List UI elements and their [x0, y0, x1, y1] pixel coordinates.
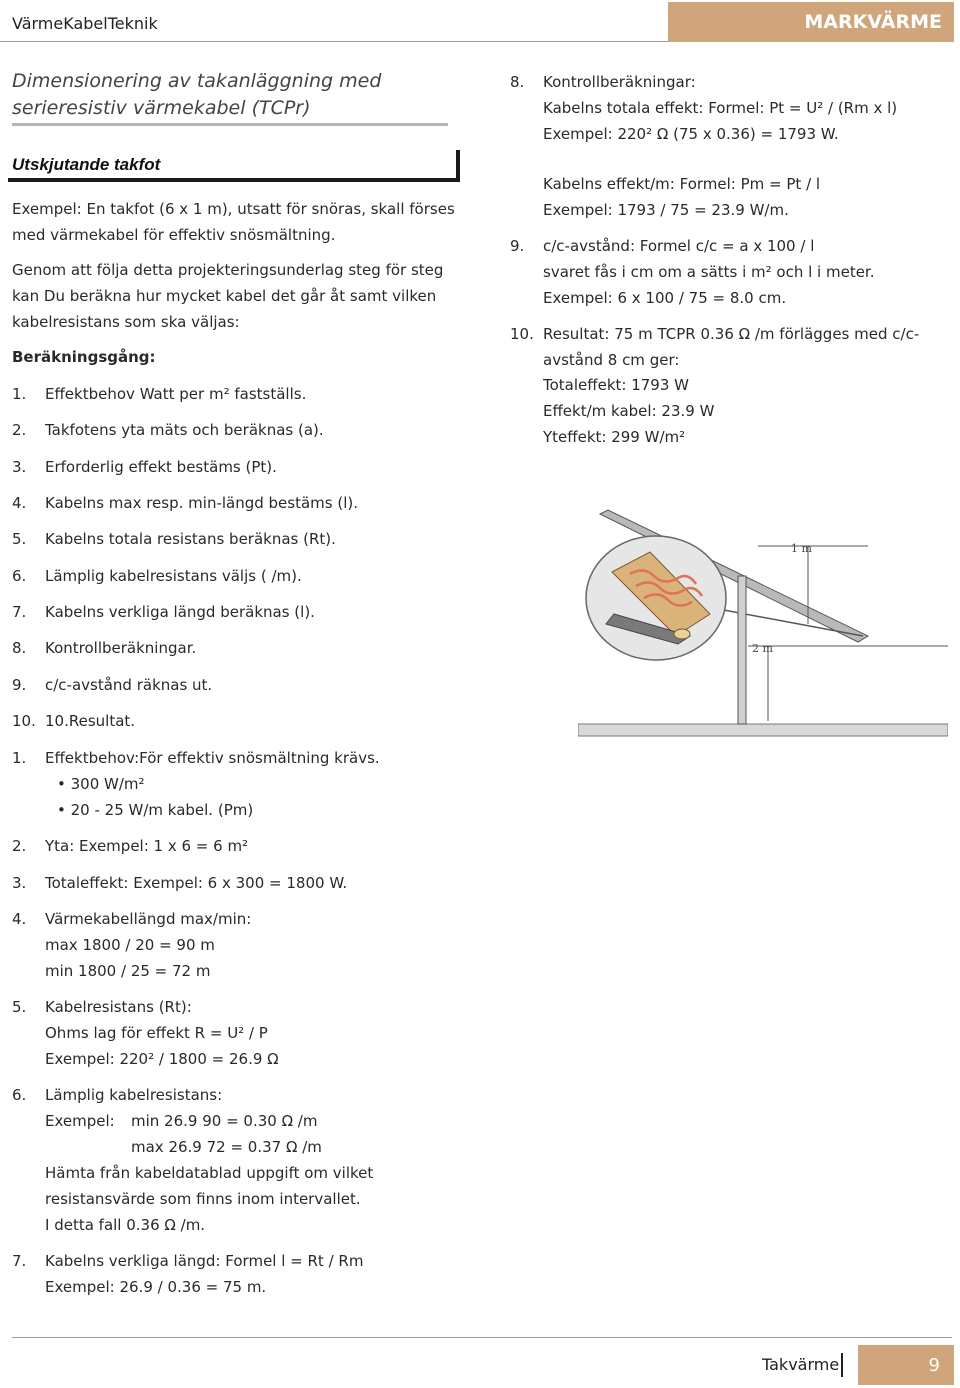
item-text: svaret fås i cm om a sätts i m² och l i meter. [543, 263, 875, 281]
item-text: resistansvärde som finns inom intervallet. [45, 1190, 361, 1208]
item-text: Lämplig kabelresistans: [45, 1086, 223, 1104]
calc-heading: Beräkningsgång: [12, 348, 156, 366]
dim-label-width: 1 m [791, 542, 812, 555]
item-text: Takfotens yta mäts och beräknas (a). [45, 421, 324, 439]
item-text: Erforderlig effekt bestäms (Pt). [45, 458, 277, 476]
item-number: 8. [12, 639, 27, 657]
right-column [510, 69, 950, 459]
item-text: I detta fall 0.36 Ω /m. [45, 1216, 206, 1234]
item-text: Kabelns effekt/m: Formel: Pm = Pt / l [543, 175, 821, 193]
item-text: Kontrollberäkningar. [45, 639, 197, 657]
item-text: Totaleffekt: Exempel: 6 x 300 = 1800 W. [45, 874, 348, 892]
item-text: c/c-avstånd räknas ut. [45, 676, 213, 694]
item-text: 10.Resultat. [45, 712, 136, 730]
intro-paragraph-1 [12, 196, 462, 248]
item-text: Exempel: 6 x 100 / 75 = 8.0 cm. [543, 289, 787, 307]
intro-p2-line2: kan Du beräkna hur mycket kabel det går åt samt vilken [12, 287, 437, 305]
item-text: Exempel: 1793 / 75 = 23.9 W/m. [543, 201, 789, 219]
item-text: Kabelns totala effekt: Formel: Pt = U² / (Rm x l) [543, 99, 898, 117]
detail-section [12, 745, 462, 1305]
intro-p1-line2: med värmekabel för effektiv snösmältning. [12, 226, 336, 244]
item-text: avstånd 8 cm ger: [543, 351, 680, 369]
footer-divider [12, 1337, 952, 1338]
item-text: Exempel: 220² Ω (75 x 0.36) = 1793 W. [543, 125, 839, 143]
item-text: Exempel: 26.9 / 0.36 = 75 m. [45, 1278, 267, 1296]
item-text: Yta: Exempel: 1 x 6 = 6 m² [45, 837, 249, 855]
item-text: min 1800 / 25 = 72 m [45, 962, 211, 980]
item-text: Kabelresistans (Rt): [45, 998, 192, 1016]
intro-p2-line1: Genom att följa detta projekteringsunderlag steg för steg [12, 261, 444, 279]
item-number: 2. [12, 837, 27, 855]
footer-separator [841, 1353, 843, 1377]
item-text: Kabelns max resp. min-längd bestäms (l). [45, 494, 359, 512]
dim-label-height: 2 m [752, 642, 773, 655]
section-bar-right [456, 150, 460, 182]
item-text: Värmekabellängd max/min: [45, 910, 252, 928]
item-number: 4. [12, 494, 27, 512]
item-text: max 26.9 72 = 0.37 Ω /m [131, 1138, 322, 1156]
item-text: max 1800 / 20 = 90 m [45, 936, 215, 954]
item-number: 1. [12, 749, 27, 767]
item-number: 5. [12, 998, 27, 1016]
item-text: Kabelns totala resistans beräknas (Rt). [45, 530, 336, 548]
section-heading-box [8, 150, 458, 182]
intro-p2-line3: kabelresistans som ska väljas: [12, 313, 240, 331]
item-text: Effektbehov:För effektiv snösmältning krävs. [45, 749, 380, 767]
item-text: Resultat: 75 m TCPR 0.36 Ω /m förlägges med c/c- [543, 325, 920, 343]
item-text: Totaleffekt: 1793 W [543, 376, 689, 394]
item-text: Exempel: 220² / 1800 = 26.9 Ω [45, 1050, 279, 1068]
item-text: Kontrollberäkningar: [543, 73, 696, 91]
gutter-cap [674, 629, 690, 639]
title-line-2: serieresistiv värmekabel (TCPr) [12, 97, 311, 119]
item-number: 4. [12, 910, 27, 928]
item-text: Kabelns verkliga längd: Formel l = Rt / Rm [45, 1252, 364, 1270]
wall-post [738, 576, 746, 724]
item-number: 3. [12, 458, 27, 476]
item-number: 7. [12, 1252, 27, 1270]
item-text: min 26.9 90 = 0.30 Ω /m [131, 1112, 318, 1130]
item-number: 10. [12, 712, 36, 730]
header-divider [0, 41, 668, 42]
steps-list [12, 381, 462, 741]
section-title: Utskjutande takfot [12, 155, 161, 174]
document-title [12, 68, 452, 122]
item-text: Kabelns verkliga längd beräknas (l). [45, 603, 315, 621]
page-number: 9 [858, 1345, 954, 1385]
item-text: Effekt/m kabel: 23.9 W [543, 402, 715, 420]
item-text: Effektbehov Watt per m² fastställs. [45, 385, 307, 403]
item-number: 1. [12, 385, 27, 403]
item-number: 7. [12, 603, 27, 621]
item-text: Lämplig kabelresistans väljs ( /m). [45, 567, 302, 585]
item-number: 5. [12, 530, 27, 548]
brand-name: VärmeKabelTeknik [12, 14, 158, 33]
intro-p1-line1: Exempel: En takfot (6 x 1 m), utsatt för snöras, skall förses [12, 200, 455, 218]
footer-section-label: Takvärme [762, 1355, 840, 1374]
title-line-1: Dimensionering av takanläggning med [12, 70, 382, 92]
item-number: 2. [12, 421, 27, 439]
item-text: Yteffekt: 299 W/m² [543, 428, 686, 446]
item-number: 9. [510, 237, 525, 255]
roof-eave-illustration [578, 506, 948, 742]
section-bar-bottom [8, 178, 460, 182]
item-number: 6. [12, 1086, 27, 1104]
item-number: 10. [510, 325, 534, 343]
item-number: 8. [510, 73, 525, 91]
title-underline [12, 123, 448, 126]
item-number: 6. [12, 567, 27, 585]
category-tag: MARKVÄRME [668, 2, 954, 42]
item-text: • 20 - 25 W/m kabel. (Pm) [57, 801, 254, 819]
base-slab [578, 724, 948, 736]
item-number: 9. [12, 676, 27, 694]
item-text: Exempel: [45, 1112, 115, 1130]
item-text: Ohms lag för effekt R = U² / P [45, 1024, 268, 1042]
item-number: 3. [12, 874, 27, 892]
item-text: c/c-avstånd: Formel c/c = a x 100 / l [543, 237, 815, 255]
item-text: Hämta från kabeldatablad uppgift om vilket [45, 1164, 374, 1182]
intro-paragraph-2 [12, 257, 462, 335]
item-text: • 300 W/m² [57, 775, 145, 793]
